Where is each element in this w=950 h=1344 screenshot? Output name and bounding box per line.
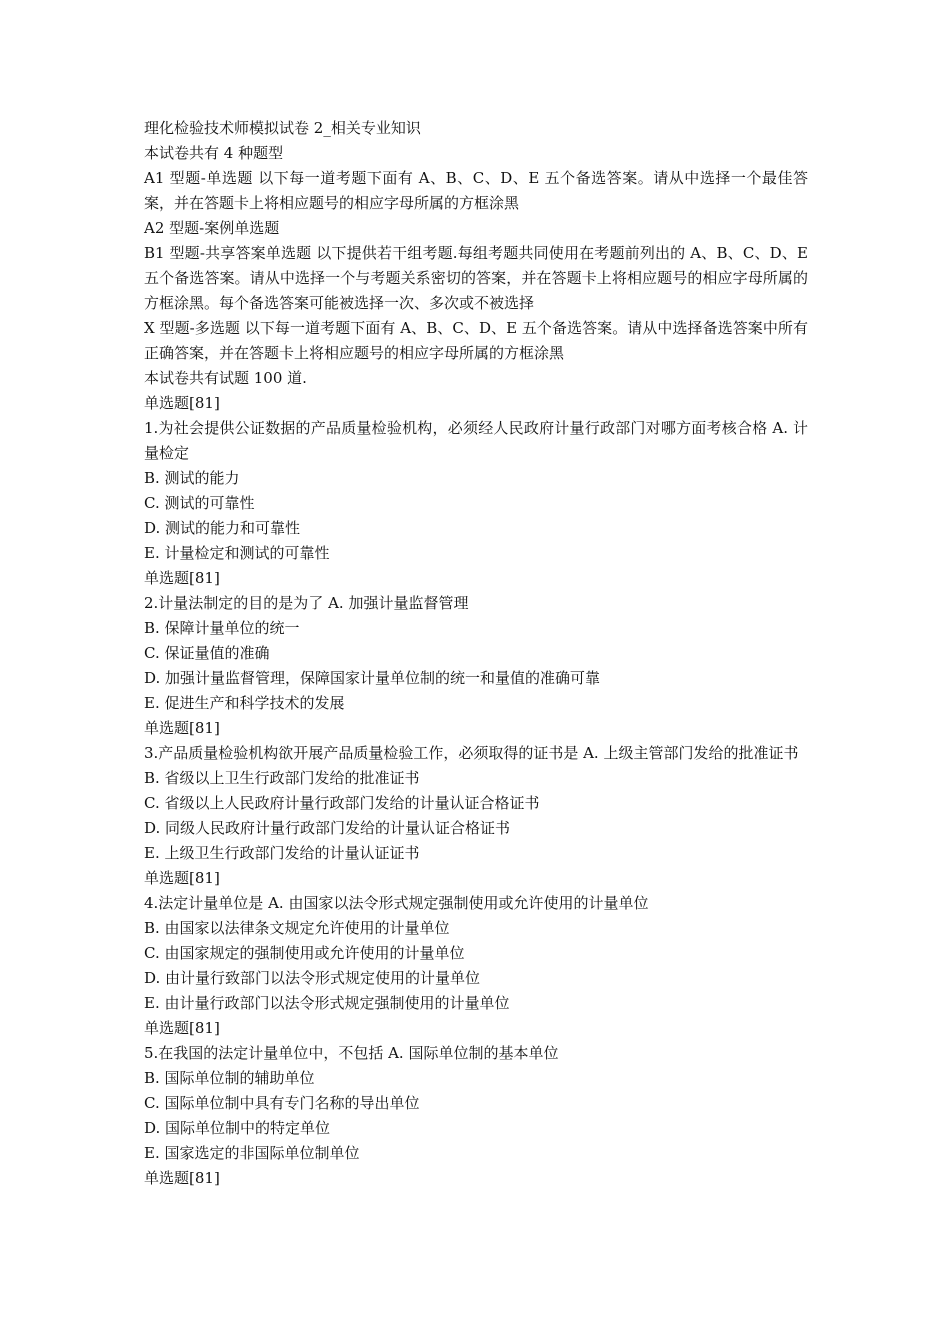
question-4 [144,866,808,1016]
question-option: B. 保障计量单位的统一 [144,619,300,637]
question-option: D. 加强计量监督管理，保障国家计量单位制的统一和量值的准确可靠 [144,669,601,687]
question-section-label: 单选题[81] [144,719,220,737]
question-section-label: 单选题[81] [144,1019,220,1037]
question-option: C. 保证量值的准确 [144,644,270,662]
question-option: D. 测试的能力和可靠性 [144,519,301,537]
type-a1-description: A1 型题-单选题 以下每一道考题下面有 A、B、C、D、E 五个备选答案。请从中选择一个最佳答案，并在答题卡上将相应题号的相应字母所属的方框涂黑 [144,169,808,212]
question-option: C. 国际单位制中具有专门名称的导出单位 [144,1094,420,1112]
question-option: D. 由计量行致部门以法令形式规定使用的计量单位 [144,969,481,987]
document-page [144,116,808,1191]
document-title: 理化检验技术师模拟试卷 2_相关专业知识 [144,119,421,137]
question-5 [144,1016,808,1166]
question-option: D. 国际单位制中的特定单位 [144,1119,331,1137]
type-a2-description: A2 型题-案例单选题 [144,219,280,237]
question-option: B. 省级以上卫生行政部门发给的批准证书 [144,769,420,787]
question-stem: 2.计量法制定的目的是为了 A. 加强计量监督管理 [144,594,469,612]
questions-count: 本试卷共有试题 100 道. [144,369,307,387]
question-1 [144,391,808,566]
question-2 [144,566,808,716]
question-stem: 1.为社会提供公证数据的产品质量检验机构，必须经人民政府计量行政部门对哪方面考核合格 A. 计量检定 [144,419,808,462]
question-option: D. 同级人民政府计量行政部门发给的计量认证合格证书 [144,819,511,837]
question-stem: 5.在我国的法定计量单位中，不包括 A. 国际单位制的基本单位 [144,1044,559,1062]
question-option: E. 计量检定和测试的可靠性 [144,544,330,562]
question-option: E. 上级卫生行政部门发给的计量认证证书 [144,844,420,862]
question-option: C. 由国家规定的强制使用或允许使用的计量单位 [144,944,465,962]
question-option: E. 国家选定的非国际单位制单位 [144,1144,360,1162]
question-section-label: 单选题[81] [144,869,220,887]
question-option: B. 测试的能力 [144,469,240,487]
question-option: B. 由国家以法律条文规定允许使用的计量单位 [144,919,450,937]
question-option: B. 国际单位制的辅助单位 [144,1069,315,1087]
question-section-label: 单选题[81] [144,569,220,587]
type-x-description: X 型题-多选题 以下每一道考题下面有 A、B、C、D、E 五个备选答案。请从中选择备选答案中所有正确答案，并在答题卡上将相应题号的相应字母所属的方框涂黑 [144,319,808,362]
question-stem: 4.法定计量单位是 A. 由国家以法令形式规定强制使用或允许使用的计量单位 [144,894,649,912]
question-stem: 3.产品质量检验机构欲开展产品质量检验工作，必须取得的证书是 A. 上级主管部门发给的批准证书 [144,744,799,762]
type-b1-description: B1 型题-共享答案单选题 以下提供若干组考题.每组考题共同使用在考题前列出的 A、B、C、D、E 五个备选答案。请从中选择一个与考题关系密切的答案，并在答题卡上将相应题号的相应字母所属的方框涂黑。每个备选答案可能被选择一次、多次或不被选择 [144,244,808,312]
question-option: C. 省级以上人民政府计量行政部门发给的计量认证合格证书 [144,794,540,812]
question-option: E. 由计量行政部门以法令形式规定强制使用的计量单位 [144,994,510,1012]
question-3 [144,716,808,866]
question-section-label: 单选题[81] [144,1169,220,1187]
question-option: E. 促进生产和科学技术的发展 [144,694,345,712]
types-count: 本试卷共有 4 种题型 [144,144,284,162]
question-section-label: 单选题[81] [144,394,220,412]
question-option: C. 测试的可靠性 [144,494,255,512]
